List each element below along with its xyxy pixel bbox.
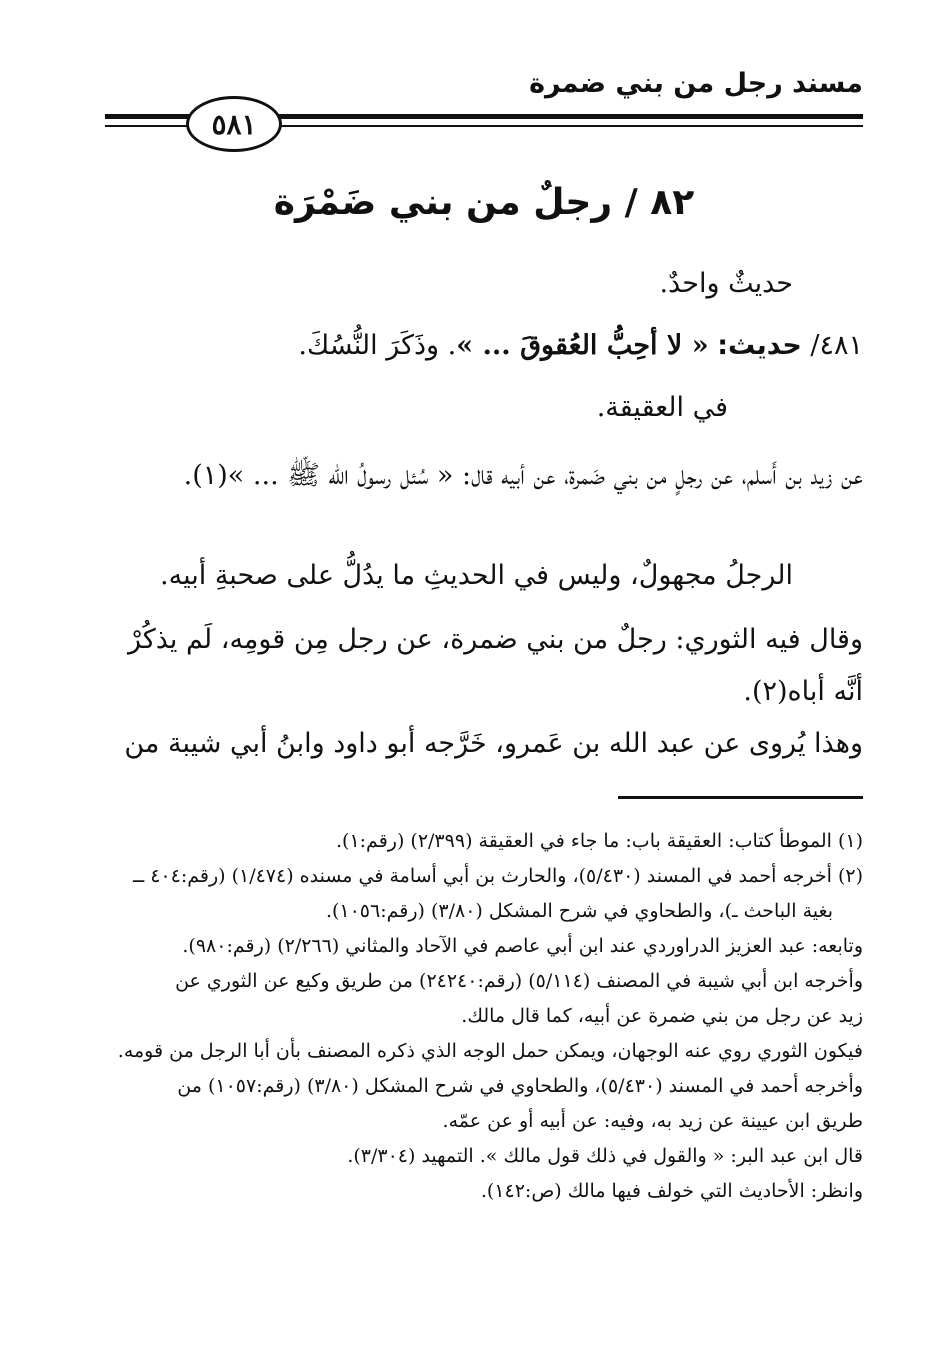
page-number: ٥٨١ [186, 96, 282, 152]
body-line-topic: في العقيقة. [596, 392, 728, 423]
hadith-rest: . وذَكَرَ النُّسُكَ. [298, 330, 457, 361]
running-title: مسند رجل من بني ضمرة [529, 68, 863, 99]
footnote-separator [618, 796, 863, 799]
chapter-title: ٨٢ / رجلٌ من بني ضَمْرَة [273, 182, 695, 223]
footnote-line: وتابعه: عبد العزيز الدراوردي عند ابن أبي عاصم في الآحاد والمثاني (٢/٢٦٦) (رقم:٩٨٠). [182, 935, 863, 957]
body-line-count: حديثٌ واحدٌ. [659, 268, 793, 299]
footnote-line: وانظر: الأحاديث التي خولف فيها مالك (ص:١٤٢). [480, 1180, 863, 1202]
footnote-line: فيكون الثوري روي عنه الوجهان، ويمكن حمل الوجه الذي ذكره المصنف بأن أبا الرجل من قومه. [117, 1040, 863, 1062]
footnote-line: طريق ابن عيينة عن زيد به، وفيه: عن أبيه أو عن عمّه. [442, 1110, 863, 1132]
footnotes [103, 824, 863, 1209]
paragraph-thawri: وقال فيه الثوري: رجلٌ من بني ضمرة، عن رجل مِن قومِه، لَم يذكُرْ أنَّه أباه(٢). [127, 624, 863, 707]
paragraph-abdullah: وهذا يُروى عن عبد الله بن عَمرو، خَرَّجه أبو داود وابنُ أبي شيبة من [124, 728, 863, 759]
hadith-label: حديث: [717, 330, 802, 361]
footnote-line: (٢) أخرجه أحمد في المسند (٥/٤٣٠)، والحارث بن أبي أسامة في مسنده (١/٤٧٤) (رقم:٤٠٤ ــ [133, 865, 863, 887]
footnote-line: وأخرجه ابن أبي شيبة في المصنف (٥/١١٤) (رقم:٢٤٢٤٠) من طريق وكيع عن الثوري عن [175, 970, 863, 992]
footnote-line: زيد عن رجل من بني ضمرة عن أبيه، كما قال مالك. [461, 1005, 863, 1027]
paragraph-chain: عن زيد بن أَسلم، عن رجلٍ من بني ضَمرة، عن أبيه قال: « سُئل رسولُ الله ﷺ ... »(١). [183, 460, 863, 491]
footnote-line: (١) الموطأ كتاب: العقيقة باب: ما جاء في العقيقة (٢/٣٩٩) (رقم:١). [335, 830, 863, 852]
hadith-heading [103, 320, 863, 372]
paragraph-ruling: الرجلُ مجهولٌ، وليس في الحديثِ ما يدُلُّ على صحبةِ أبيه. [160, 560, 793, 591]
footnote-line: بغية الباحث ـ)، والطحاوي في شرح المشكل (٣/٨٠) (رقم:١٠٥٦). [325, 900, 833, 922]
hadith-quote: « لا أحِبُّ العُقوقَ ... » [456, 330, 709, 361]
footnote-line: قال ابن عبد البر: « والقول في ذلك قول مالك ». التمهيد (٣/٣٠٤). [347, 1145, 863, 1167]
footnote-line: وأخرجه أحمد في المسند (٥/٤٣٠)، والطحاوي في شرح المشكل (٣/٨٠) (رقم:١٠٥٧) من [177, 1075, 863, 1097]
hadith-number: ٤٨١/ [810, 330, 863, 361]
